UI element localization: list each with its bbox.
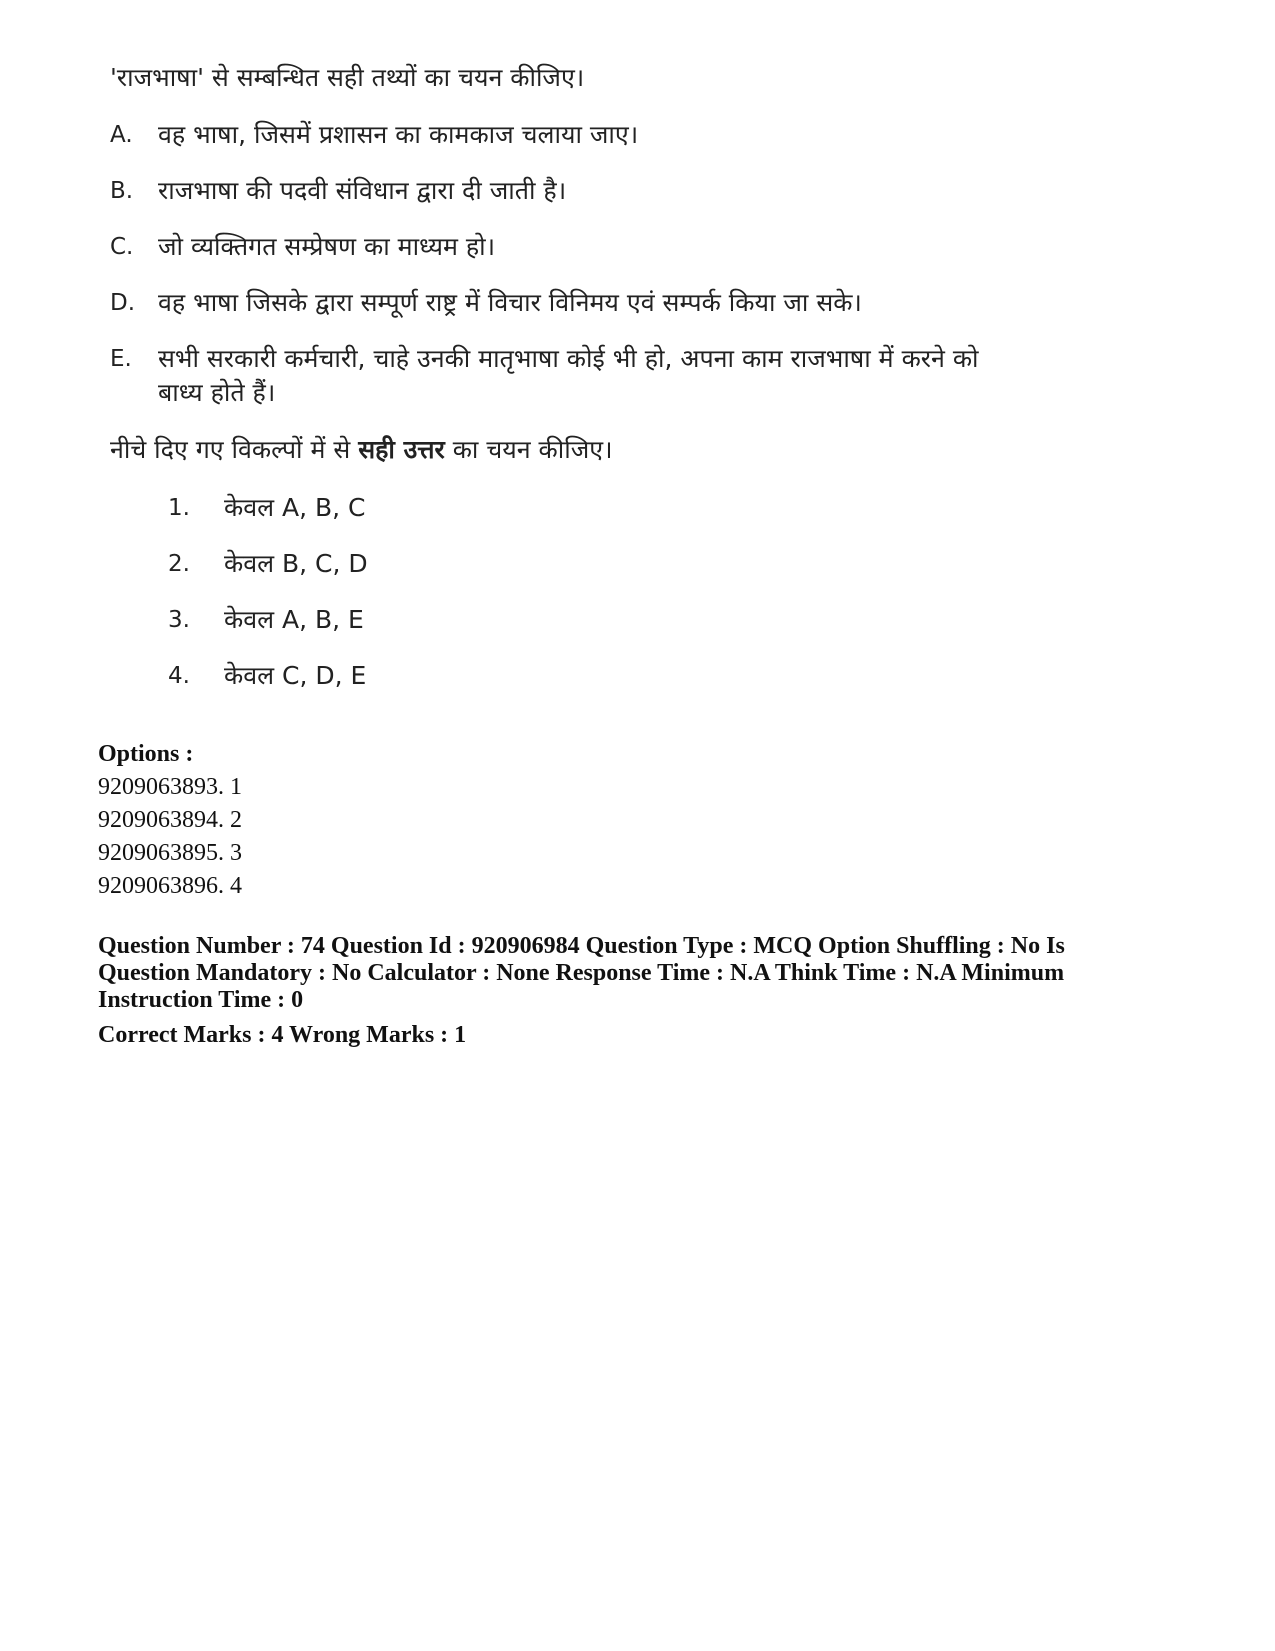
choice-number: 3. (168, 607, 190, 633)
choice-number: 2. (168, 551, 190, 577)
choice-text: केवल C, D, E (224, 661, 367, 690)
statement-letter: E. (110, 346, 132, 372)
statement-letter: C. (110, 234, 134, 260)
option-id-line: 9209063894. 2 (98, 807, 242, 833)
question-info: Question Number : 74 Question Id : 920906984 Question Type : MCQ Option Shuffling : No Is Question Mandatory : No Calculator : None Response Time : N.A Think Time : N.A Minimum Instruction Time : 0 (98, 933, 1065, 1013)
instruction-text: नीचे दिए गए विकल्पों में से (110, 435, 359, 464)
choice-4 (168, 658, 1200, 694)
marks-info: Correct Marks : 4 Wrong Marks : 1 (98, 1022, 467, 1048)
choice-text: केवल A, B, E (224, 605, 364, 634)
question-block (100, 60, 1200, 714)
statement-letter: B. (110, 178, 134, 204)
question-stem: 'राजभाषा' से सम्बन्धित सही तथ्यों का चयन कीजिए। (110, 63, 585, 92)
options-heading: Options : (98, 741, 194, 767)
choice-text: केवल A, B, C (224, 493, 366, 522)
instruction-text: का चयन कीजिए। (444, 435, 613, 464)
statement-b (110, 174, 1200, 208)
choice-number: 1. (168, 495, 190, 521)
choice-2 (168, 546, 1200, 582)
option-id-line: 9209063895. 3 (98, 840, 242, 866)
statement-d (110, 286, 1200, 320)
statement-letter: D. (110, 290, 136, 316)
option-id-line: 9209063893. 1 (98, 774, 242, 800)
statement-text: वह भाषा जिसके द्वारा सम्पूर्ण राष्ट्र में विचार विनिमय एवं सम्पर्क किया जा सके। (158, 288, 862, 317)
choice-3 (168, 602, 1200, 638)
statement-text: वह भाषा, जिसमें प्रशासन का कामकाज चलाया जाए। (158, 120, 639, 149)
statement-text: जो व्यक्तिगत सम्प्रेषण का माध्यम हो। (158, 232, 496, 261)
option-id-line: 9209063896. 4 (98, 873, 242, 899)
instruction-emphasis: सही उत्तर (358, 435, 445, 464)
choice-number: 4. (168, 663, 190, 689)
choice-text: केवल B, C, D (224, 549, 368, 578)
statement-e (110, 342, 1200, 410)
answer-instruction (110, 432, 1200, 468)
meta-block (98, 738, 1098, 1050)
statement-a (110, 118, 1200, 152)
statement-letter: A. (110, 122, 133, 148)
statement-text: सभी सरकारी कर्मचारी, चाहे उनकी मातृभाषा कोई भी हो, अपना काम राजभाषा में करने को बाध्य होते हैं। (158, 344, 979, 407)
statement-c (110, 230, 1200, 264)
choice-1 (168, 490, 1200, 526)
statement-text: राजभाषा की पदवी संविधान द्वारा दी जाती है। (158, 176, 567, 205)
